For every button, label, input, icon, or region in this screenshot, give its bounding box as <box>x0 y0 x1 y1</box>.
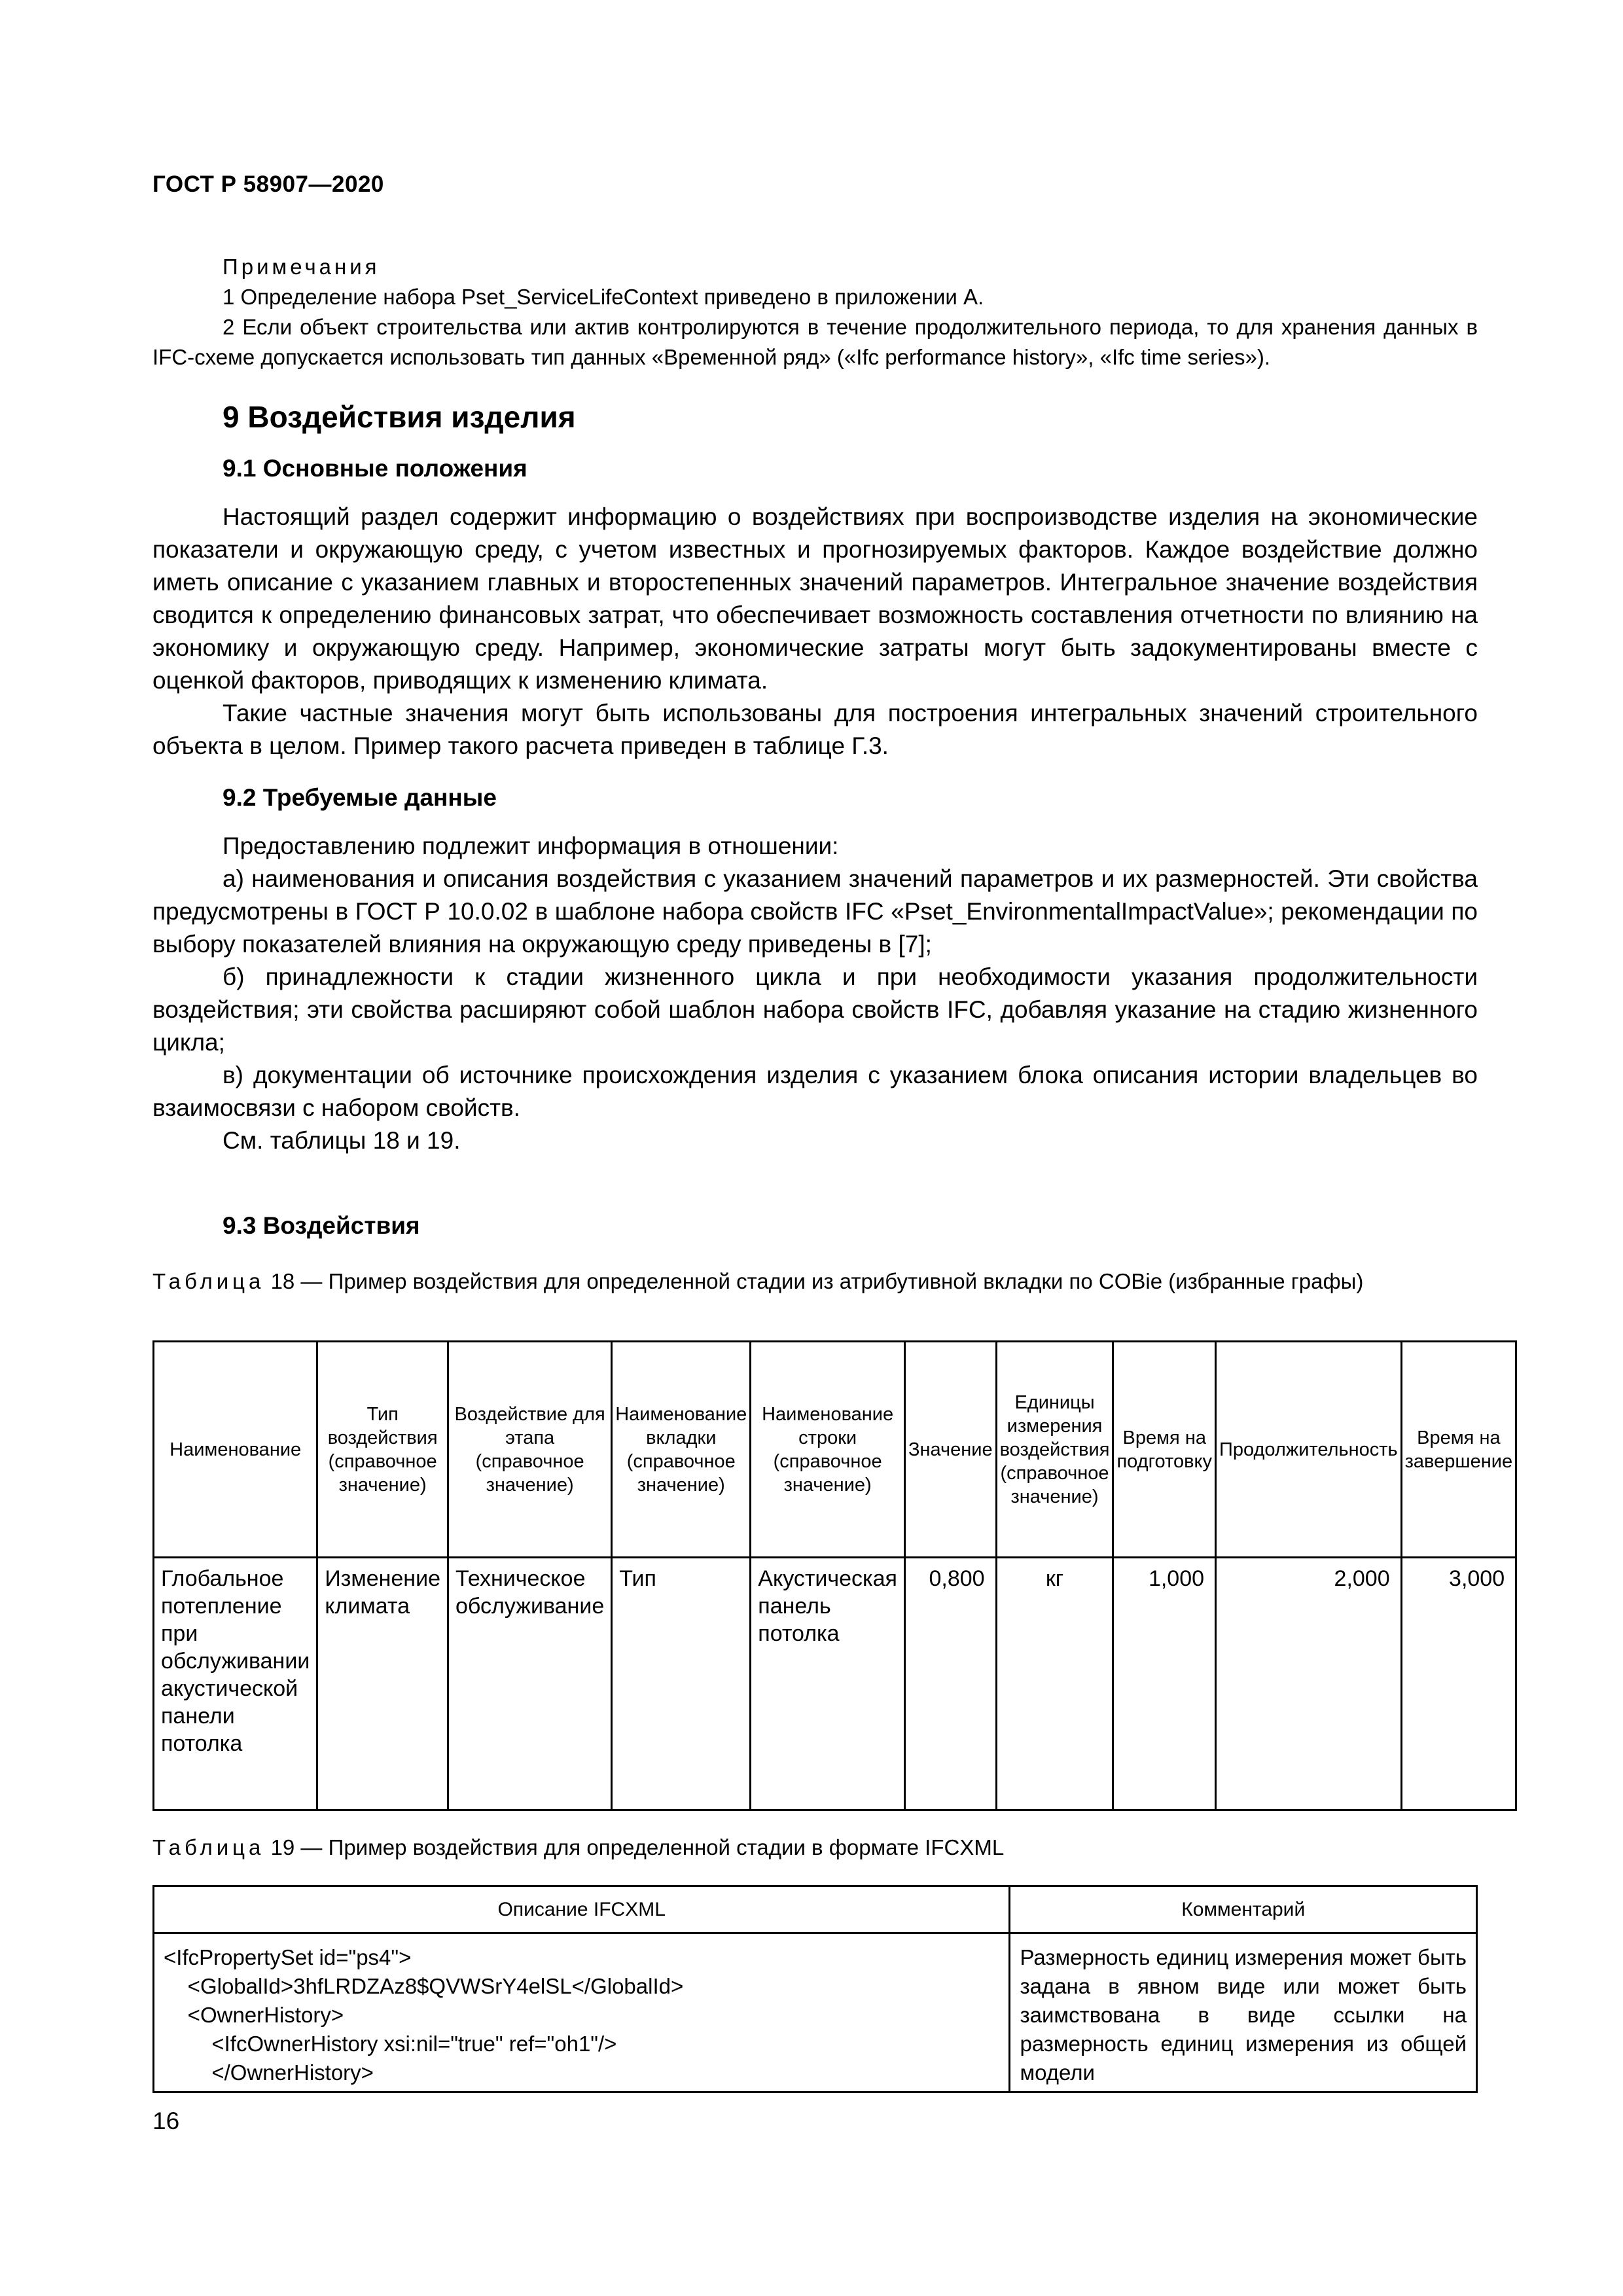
table-caption-label: Таблица <box>152 1269 265 1293</box>
table-cell: Изменение климата <box>317 1558 448 1810</box>
column-header: Комментарий <box>1010 1886 1477 1933</box>
column-header: Тип воздействия (справочное значение) <box>317 1342 448 1558</box>
note-item: 1 Определение набора Pset_ServiceLifeContext приведено в приложении А. <box>223 285 984 309</box>
column-header: Время на завершение <box>1401 1342 1516 1558</box>
list-item-c: в) документации об источнике происхождения изделия с указанием блока описания истории владельцев во взаимосвязи с набором свойств. <box>152 1062 1478 1121</box>
column-header: Значение <box>904 1342 996 1558</box>
notes-block <box>152 252 1478 372</box>
ifcxml-code-cell <box>154 1933 1010 2092</box>
table-cell: кг <box>996 1558 1113 1810</box>
column-header: Время на подготовку <box>1113 1342 1216 1558</box>
note-item: 2 Если объект строительства или актив контролируются в течение продолжительного периода, то для хранения данных в IFC-схеме допускается использовать тип данных «Временной ряд» («Ifc performance history», «Ifc time series»). <box>152 315 1478 369</box>
table-header-row <box>154 1886 1477 1933</box>
table-cell: 0,800 <box>904 1558 996 1810</box>
table-cell: Техническое обслуживание <box>448 1558 612 1810</box>
table-caption-label: Таблица <box>152 1835 265 1859</box>
column-header: Продолжительность <box>1216 1342 1402 1558</box>
code-line: <IfcOwnerHistory xsi:nil="true" ref="oh1"/> <box>164 2032 617 2056</box>
code-line: <IfcPropertySet id="ps4"> <box>164 1945 412 1969</box>
code-line: <OwnerHistory> <box>164 2003 344 2027</box>
column-header: Единицы измерения воздействия (справочное значение) <box>996 1342 1113 1558</box>
subsection-title-9-1: 9.1 Основные положения <box>223 455 527 482</box>
table-cell: 1,000 <box>1113 1558 1216 1810</box>
paragraph: Настоящий раздел содержит информацию о воздействиях при воспроизводстве изделия на экономические показатели и окружающую среду, с учетом известных и прогнозируемых факторов. Каждое воздействие должно иметь описание с указанием главных и второстепенных значений параметров. Интегральное значение воздействия сводится к определению финансовых затрат, что обеспечивает возможность составления отчетности по влиянию на экономику и окружающую среду. Например, экономические затраты могут быть задокументированы вместе с оценкой факторов, приводящих к изменению климата. <box>152 503 1478 694</box>
table-18-caption <box>152 1266 1478 1297</box>
column-header: Наименование <box>154 1342 317 1558</box>
comment-cell: Размерность единиц измерения может быть задана в явном виде или может быть заимствована в виде ссылки на размерность единиц измерения из общей модели <box>1010 1933 1477 2092</box>
list-item-a: а) наименования и описания воздействия с указанием значений параметров и их размерностей. Эти свойства предусмотрены в ГОСТ Р 10.0.02 в шаблоне набора свойств IFC «Pset_EnvironmentalImpactValue»; рекомендации по выбору показателей влияния на окружающую среду приведены в [7]; <box>152 865 1478 958</box>
section-title: 9 Воздействия изделия <box>223 400 576 434</box>
subsection-9-1-body <box>152 501 1478 762</box>
table-row <box>154 1933 1477 2092</box>
paragraph: Предоставлению подлежит информация в отношении: <box>223 833 839 859</box>
subsection-9-2-body <box>152 830 1478 1157</box>
table-cell: Акустическая панель потолка <box>751 1558 905 1810</box>
column-header: Воздействие для этапа (справочное значение) <box>448 1342 612 1558</box>
subsection-title-9-2: 9.2 Требуемые данные <box>223 784 497 811</box>
paragraph: Такие частные значения могут быть использованы для построения интегральных значений строительного объекта в целом. Пример такого расчета приведен в таблице Г.3. <box>152 700 1478 759</box>
list-item-b: б) принадлежности к стадии жизненного цикла и при необходимости указания продолжительности воздействия; эти свойства расширяют собой шаблон набора свойств IFC, добавляя указание на стадию жизненного цикла; <box>152 963 1478 1056</box>
table-caption-text: 18 — Пример воздействия для определенной стадии из атрибутивной вкладки по COBie (избранные графы) <box>270 1269 1364 1293</box>
notes-title: Примечания <box>223 255 380 279</box>
column-header: Наименование строки (справочное значение) <box>751 1342 905 1558</box>
table-cell: Тип <box>612 1558 751 1810</box>
document-code-header: ГОСТ Р 58907—2020 <box>152 171 384 197</box>
subsection-title-9-3: 9.3 Воздействия <box>223 1212 420 1239</box>
table-18 <box>152 1340 1517 1811</box>
table-caption-text: 19 — Пример воздействия для определенной стадии в формате IFCXML <box>270 1835 1005 1859</box>
table-row <box>154 1558 1516 1810</box>
paragraph: См. таблицы 18 и 19. <box>223 1127 461 1154</box>
page-number: 16 <box>152 2108 180 2134</box>
table-cell: 3,000 <box>1401 1558 1516 1810</box>
column-header: Наименование вкладки (справочное значение) <box>612 1342 751 1558</box>
table-header-row <box>154 1342 1516 1558</box>
table-cell: 2,000 <box>1216 1558 1402 1810</box>
table-19-caption <box>152 1833 1478 1863</box>
column-header: Описание IFCXML <box>154 1886 1010 1933</box>
code-line: </OwnerHistory> <box>164 2060 374 2085</box>
table-19 <box>152 1885 1478 2093</box>
code-line: <GlobalId>3hfLRDZAz8$QVWSrY4elSL</GlobalId> <box>164 1974 684 1998</box>
table-cell: Глобальное потепление при обслуживании акустической панели потолка <box>154 1558 317 1810</box>
